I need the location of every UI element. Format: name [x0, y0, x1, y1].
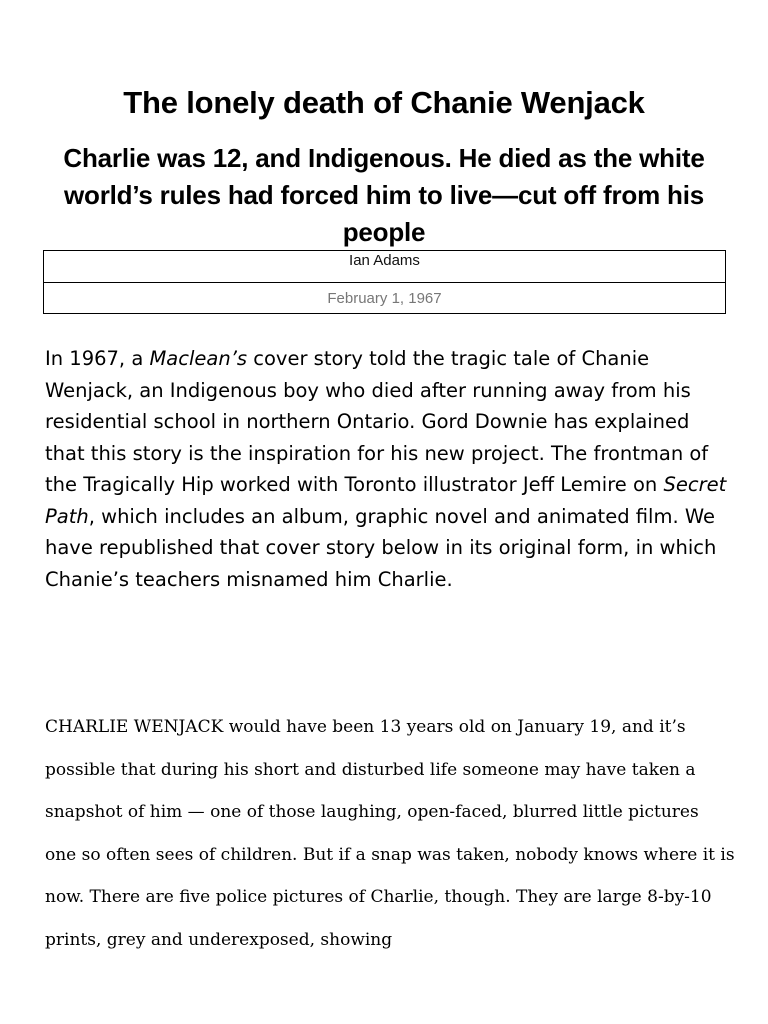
byline-table: [43, 250, 726, 314]
article-subtitle: Charlie was 12, and Indigenous. He died as the white world’s rules had forced him to live—cut off from his people: [63, 142, 705, 247]
author-name: Ian Adams: [44, 251, 726, 283]
byline-row-date: [44, 283, 726, 314]
intro-paragraph: [45, 343, 735, 595]
magazine-name: Maclean’s: [149, 347, 248, 370]
publish-date: February 1, 1967: [44, 283, 726, 314]
intro-text-3: , which includes an album, graphic novel and animated film. We have republished that cover story below in its original form, in which Chanie’s teachers misnamed him Charlie.: [45, 504, 717, 591]
intro-text-1: In 1967, a: [45, 347, 150, 370]
intro-text-2: cover story told the tragic tale of Chanie Wenjack, an Indigenous boy who died after running away from his residential school in northern Ontario. Gord Downie has explained that this story is the inspiration for his new project. The frontman of the Tragically Hip worked with Toronto illustrator Jeff Lemire on: [45, 347, 709, 496]
body-paragraph: CHARLIE WENJACK would have been 13 years old on January 19, and it’s possible that during his short and disturbed life someone may have taken a snapshot of him — one of those laughing, open-faced, blurred little pictures one so often sees of children. But if a snap was taken, nobody knows where it is now. There are five police pictures of Charlie, though. They are large 8-by-10 prints, grey and underexposed, showing: [45, 717, 735, 950]
article-title: The lonely death of Chanie Wenjack: [123, 84, 645, 120]
byline-row-author: [44, 251, 726, 283]
project-name: Secret Path: [45, 473, 727, 528]
